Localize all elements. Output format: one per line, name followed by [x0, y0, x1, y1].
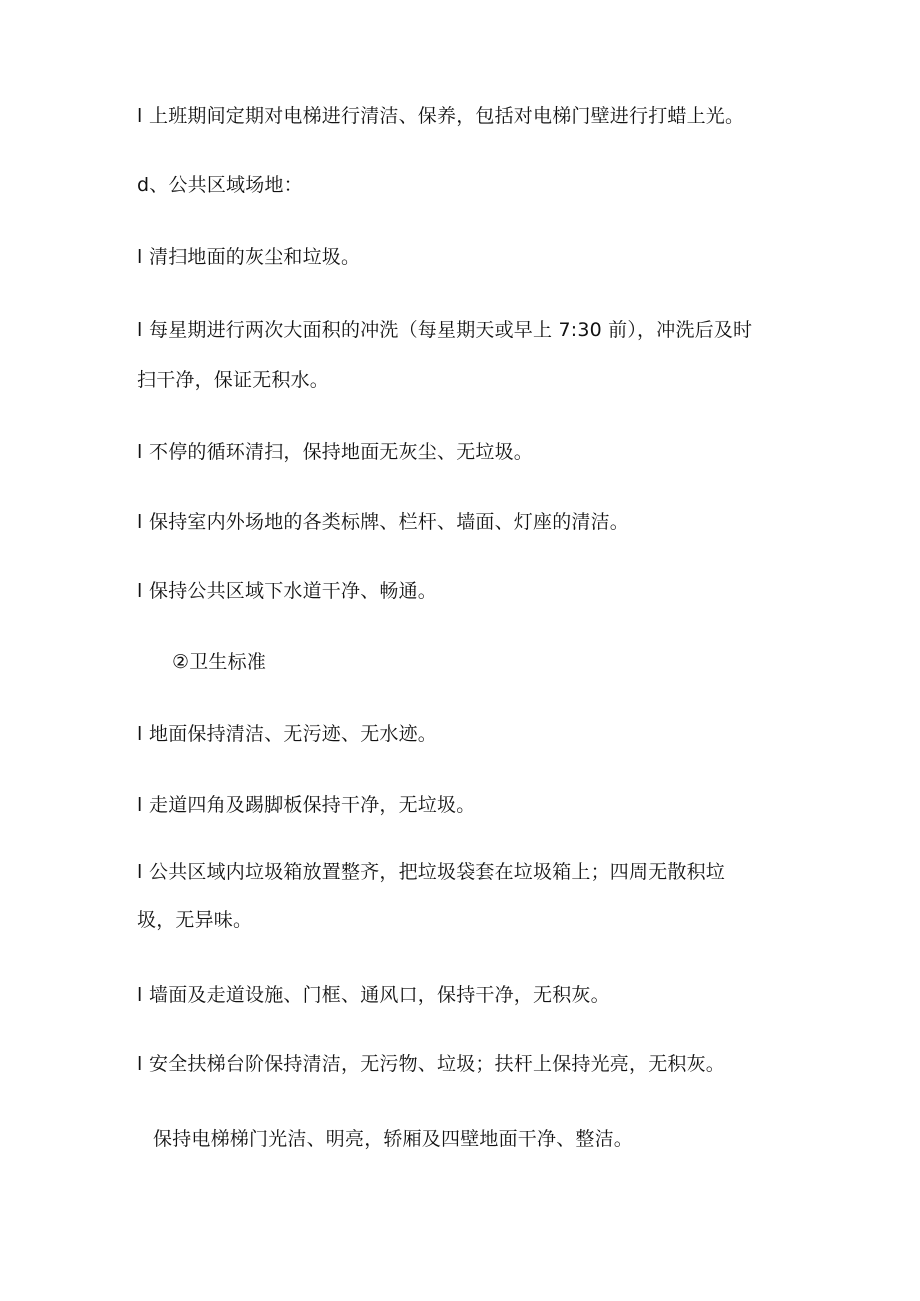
- paragraph-floor-clean: [137, 722, 437, 746]
- section-heading-public-area: [137, 173, 303, 197]
- paragraph-walls-facilities: [137, 983, 610, 1007]
- paragraph-escalator-steps: [137, 1052, 725, 1076]
- paragraph-trash-bins-continued: [137, 908, 252, 932]
- paragraph-weekly-wash: [137, 318, 752, 342]
- bullet-marker: l: [137, 319, 143, 341]
- paragraph-text: 公共区域内垃圾箱放置整齐，把垃圾袋套在垃圾箱上；四周无散积垃: [149, 861, 726, 883]
- bullet-marker: l: [137, 861, 143, 883]
- bullet-marker: l: [137, 441, 143, 463]
- paragraph-signs-railings: [137, 510, 629, 534]
- heading-text: d、公共区域场地：: [137, 174, 303, 196]
- heading-text: ②卫生标准: [172, 651, 267, 673]
- bullet-marker: l: [137, 246, 143, 268]
- paragraph-text: 每星期进行两次大面积的冲洗（每星期天或早上 7:30 前），冲洗后及时: [149, 319, 753, 341]
- bullet-marker: l: [137, 105, 143, 127]
- paragraph-text: 安全扶梯台阶保持清洁，无污物、垃圾；扶杆上保持光亮，无积灰。: [149, 1053, 726, 1075]
- paragraph-trash-bins: [137, 860, 725, 884]
- section-heading-hygiene-standard: [172, 650, 266, 674]
- paragraph-drainage: [137, 579, 437, 603]
- bullet-marker: l: [137, 1053, 143, 1075]
- paragraph-continuous-sweep: [137, 440, 533, 464]
- paragraph-text: 墙面及走道设施、门框、通风口，保持干净，无积灰。: [149, 984, 610, 1006]
- paragraph-text: 保持公共区域下水道干净、畅通。: [149, 580, 438, 602]
- paragraph-text: 不停的循环清扫，保持地面无灰尘、无垃圾。: [149, 441, 534, 463]
- paragraph-text: 圾，无异味。: [137, 909, 253, 931]
- paragraph-elevator-cleaning: [137, 104, 744, 128]
- bullet-marker: l: [137, 723, 143, 745]
- paragraph-text: 地面保持清洁、无污迹、无水迹。: [149, 723, 438, 745]
- paragraph-sweep-floor: [137, 245, 360, 269]
- bullet-marker: l: [137, 511, 143, 533]
- paragraph-elevator-doors: [153, 1127, 633, 1151]
- paragraph-corridor-corners: [137, 793, 475, 817]
- paragraph-text: 扫干净，保证无积水。: [137, 369, 330, 391]
- paragraph-weekly-wash-continued: [137, 368, 329, 392]
- bullet-marker: l: [137, 984, 143, 1006]
- paragraph-text: 走道四角及踢脚板保持干净，无垃圾。: [149, 794, 476, 816]
- paragraph-text: 清扫地面的灰尘和垃圾。: [149, 246, 361, 268]
- bullet-marker: l: [137, 794, 143, 816]
- paragraph-text: 保持室内外场地的各类标牌、栏杆、墙面、灯座的清洁。: [149, 511, 630, 533]
- bullet-marker: l: [137, 580, 143, 602]
- paragraph-text: 保持电梯梯门光洁、明亮，轿厢及四壁地面干净、整洁。: [153, 1128, 634, 1150]
- paragraph-text: 上班期间定期对电梯进行清洁、保养，包括对电梯门壁进行打蜡上光。: [149, 105, 745, 127]
